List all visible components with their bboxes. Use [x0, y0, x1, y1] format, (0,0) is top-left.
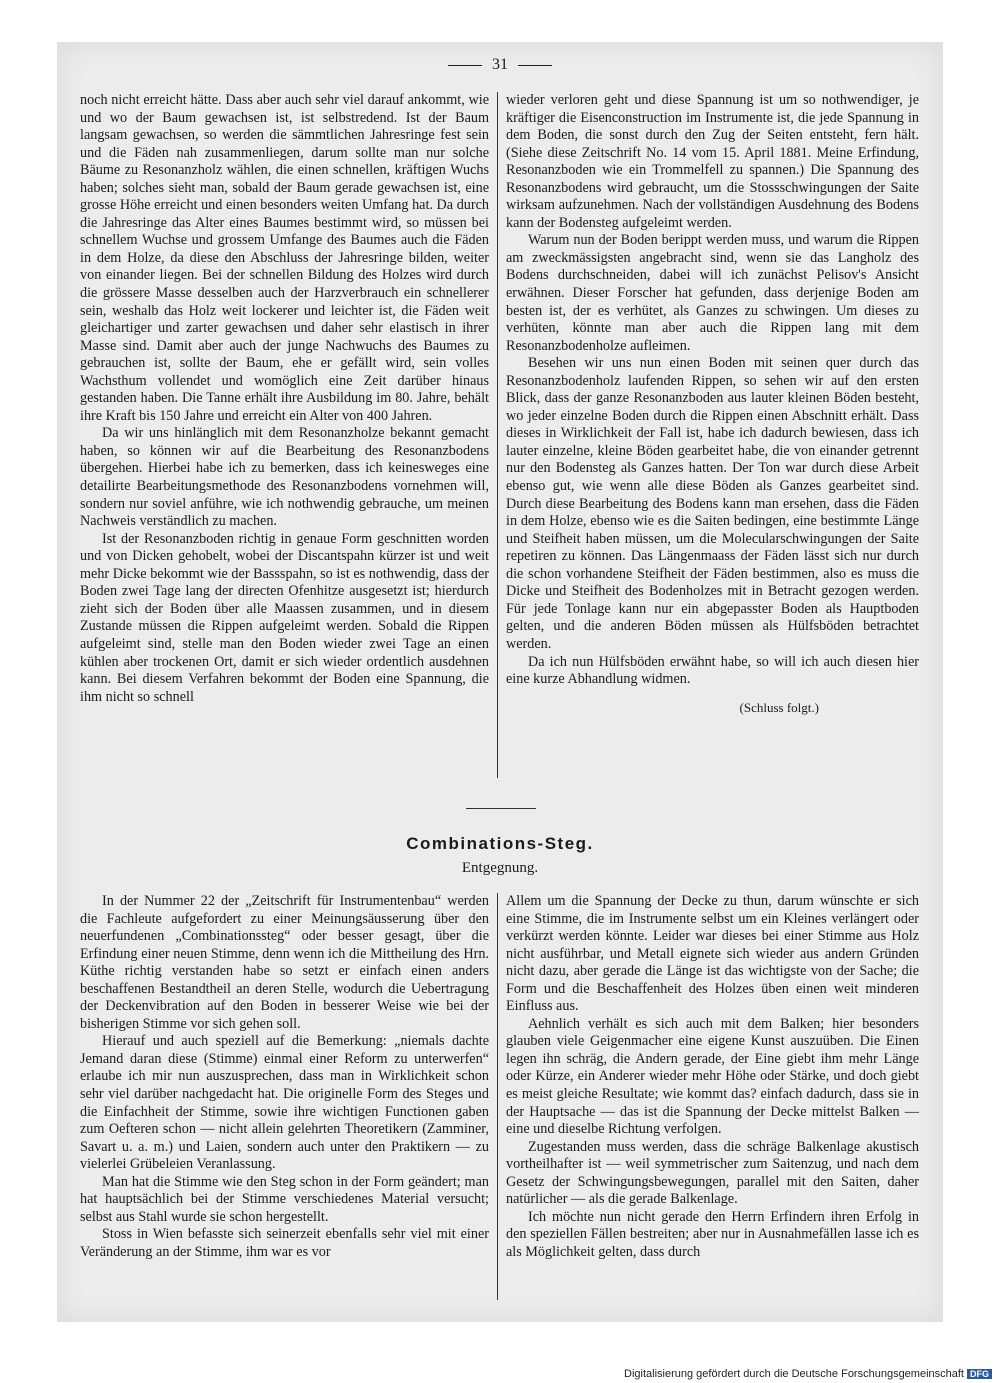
paragraph: Besehen wir uns nun einen Boden mit seinen quer durch das Resonanzbodenholz laufenden Rippen, so sehen wir auf den ersten Blick, dass der ganze Resonanzboden aus lauter kleinen Böden besteht, wo jeder einzelne Boden durch die Rippen einen Abschnitt erhält. Dass dieses in Wirklichkeit der Fall ist, habe ich dadurch bewiesen, dass ich lauter einzelne, kleine Böden gearbeitet habe, die von einander getrennt nur den Bodensteg als Ganzes hatten. Der Ton war durch diese Arbeit ebenso gut, wie wenn alle diese Böden als Ganzes gearbeitet sind. Durch diese Bearbeitung des Bodens kann man ersehen, dass die Fäden in dem Holze, ebenso wie es die Saiten bedingen, eine bestimmte Länge und Steifheit haben müssen, um die Molecularschwingungen der Saite repetiren zu können. Das Längenmaass der Fäden lässt sich nur durch die schon vorhandene Steifheit der Fäden bestimmen, also es muss die Dicke und Steifheit des Bodenholzes mit in Betracht gezogen werden. Für jede Tonlage kann nur ein abgepasster Boden als Hauptboden gelten, und die anderen Böden müssen als Hülfsböden betrachtet werden.: [506, 355, 919, 652]
paragraph: Aehnlich verhält es sich auch mit dem Balken; hier besonders glauben viele Geigenmacher eine eigene Kunst auszuüben. Die Einen legen ihn schräg, die Andern gerade, der Eine giebt ihm mehr Länge oder Kürze, ein Anderer wieder mehr Höhe oder Stärke, und doch giebt es meist gleiche Resultate; wie kommt das? einfach dadurch, dass sie in der Hauptsache — das ist die Spannung der Decke mittelst Balken — eine und dieselbe Richtung verfolgen.: [506, 1015, 919, 1138]
paragraph: Stoss in Wien befasste sich seinerzeit ebenfalls sehr viel mit einer Veränderung an der Stimme, ihm war es vor: [80, 1226, 489, 1260]
dfg-logo: DFG: [967, 1369, 992, 1379]
footer-text: Digitalisierung gefördert durch die Deutsche Forschungsgemeinschaft: [624, 1368, 964, 1380]
paragraph: Ist der Resonanzboden richtig in genaue Form geschnitten worden und von Dicken gehobelt, wobei der Discantspahn kürzer ist und weit mehr Dicke bekommt wie der Bassspahn, so ist es nothwendig, dass der Boden zwei Tage lang der directen Ofenhitze ausgesetzt ist; hierdurch zieht sich der Boden über alle Maassen zusammen, und in diesem Zustande müssen die Rippen aufgeleimt werden. Sobald die Rippen aufgeleimt sind, stelle man den Boden wieder zwei Tage an einen kühlen aber trockenen Ort, damit er sich wieder ordentlich ausdehnen kann. Bei diesem Verfahren bekommt der Boden eine Spannung, die ihm nicht so schnell: [80, 530, 489, 705]
paragraph: In der Nummer 22 der „Zeitschrift für Instrumentenbau“ werden die Fachleute aufgefordert zu einer Meinungsäusserung über den neuerfundenen „Combinationssteg“ oder besser gesagt, über die Erfindung einer neuen Stimme, denn wenn ich die Mittheilung des Hrn. Küthe richtig verstanden habe so setzt er einfach einen anders beschaffenen Bestandtheil an deren Stelle, wodurch die Uebertragung der Deckenvibration auf den Boden in besserer Weise wie bei der bisherigen Stimme vor sich gehen soll.: [80, 893, 489, 1032]
upper-right-column: [506, 92, 919, 716]
lower-right-column: [506, 893, 919, 1261]
paragraph: noch nicht erreicht hätte. Dass aber auch sehr viel darauf ankommt, wie und wo der Baum gewachsen ist, ist selbstredend. Ist der Baum langsam gewachsen, so werden die sämmtlichen Jahresringe fest sein und die Fäden nah zusammenliegen, darum sollte man nur solche Bäume zu Resonanzholz wählen, die einen schnellen, kräftigen Wuchs haben; solches sieht man, sobald der Baum gerade gewachsen ist, eine grosse Höhe erreicht und einen besonders weiten Umfang hat. Da durch die Jahresringe das Alter eines Baumes bestimmt wird, so müssen bei schnellem Wuchse und grossem Umfange des Baumes auch die Fäden in dem Holze, da diese den Abschluss der Jahresringe bilden, weiter von einander liegen. Bei der schnellen Bildung des Holzes wird durch die grössere Masse desselben auch der Harzverbrauch ein schnellerer sein, weshalb das Holz weit lockerer und leichter ist, die Fäden weit gleichartiger und zarter gewachsen und daher sehr elastisch in ihrer Masse sind. Damit aber auch der junge Nachwuchs des Baumes zu gebrauchen ist, sollte der Baum, ehe er gefällt wird, sein volles Wachsthum vollendet und womöglich eine Zeit darüber hinaus gestanden haben. Die Tanne erhält ihre Ausbildung im 80. Jahre, behält ihre Kraft bis 150 Jahre und erreicht ein Alter von 400 Jahren.: [80, 92, 489, 424]
paragraph: wieder verloren geht und diese Spannung ist um so nothwendiger, je kräftiger die Eisenconstruction im Instrumente ist, die jede Spannung in dem Boden, die sonst durch den Zug der Seiten entsteht, fern hält. (Siehe diese Zeitschrift No. 14 vom 15. April 1881. Meine Erfindung, Resonanzboden wie ein Trommelfell zu spannen.) Die Spannung des Resonanzbodens wird gebraucht, um die Stossschwingungen der Saite wirksam aufzunehmen. Nach der vollständigen Ausdehnung des Bodens kann der Bodensteg aufgeleimt werden.: [506, 92, 919, 231]
column-divider-lower: [497, 893, 498, 1300]
rule-right: [518, 65, 552, 66]
paragraph: Da wir uns hinlänglich mit dem Resonanzholze bekannt gemacht haben, so können wir auf die Bearbeitung des Resonanzbodens übergehen. Hierbei habe ich zu bemerken, dass ich keinesweges eine detailirte Bearbeitungsmethode des Resonanzbodens vornehmen will, sondern nur soviel anführe, wie ich nothwendig gebrauche, um meinen Nachweis verständlich zu machen.: [80, 425, 489, 530]
lower-left-column: [80, 893, 489, 1261]
column-divider-upper: [497, 92, 498, 778]
rule-left: [448, 65, 482, 66]
upper-left-column: [80, 92, 489, 706]
paragraph: Hierauf und auch speziell auf die Bemerkung: „niemals dachte Jemand daran diese (Stimme) einmal einer Reform zu unterwerfen“ erlaube ich mir nun auszusprechen, dass man in Wirklichkeit schon sehr viel darüber nachgedacht hat. Die originelle Form des Steges und die Einfachheit der Stimme, sowie ihre wichtigen Functionen gaben zum Oefteren schon — nicht allein gelehrten Theoretikern (Zamminer, Savart u. a. m.) und Laien, sondern auch unter den Praktikern — zu vielerlei Grübeleien Veranlassung.: [80, 1033, 489, 1173]
paragraph: Man hat die Stimme wie den Steg schon in der Form geändert; man hat hauptsächlich bei der Stimme verschiedenes Material versucht; selbst aus Stahl wurde sie schon hergestellt.: [80, 1173, 489, 1225]
continued-note: (Schluss folgt.): [739, 699, 819, 715]
paragraph: Ich möchte nun nicht gerade den Herrn Erfindern ihren Erfolg in den speziellen Fällen bestreiten; aber nur in Ausnahmefällen lasse ich es als Möglichkeit gelten, dass durch: [506, 1208, 919, 1260]
page-number-line: [0, 56, 1000, 74]
paragraph: Allem um die Spannung der Decke zu thun, darum wünschte er sich eine Stimme, die im Instrumente selbst um ein Kleines verlängert oder verkürzt werden könnte. Leider war dieses bei einer Stimme aus Holz nicht ausführbar, und Metall eignete sich wieder aus andern Gründen nicht dazu, aber gerade die Länge ist das wichtigste von der Sache; die Form und die Beschaffenheit des Holzes üben einen weit minderen Einfluss aus.: [506, 893, 919, 1015]
paragraph: Da ich nun Hülfsböden erwähnt habe, so will ich auch diesen hier eine kurze Abhandlung widmen.: [506, 653, 919, 688]
funding-footer: [624, 1368, 992, 1380]
paragraph: Zugestanden muss werden, dass die schräge Balkenlage akustisch vortheilhafter ist — weil symmetrischer zum Saitenzug, und nach dem Gesetz der Schwingungsbewegungen, parallel mit den Saiten, daher natürlicher — als die gerade Balkenlage.: [506, 1138, 919, 1208]
page-number: 31: [492, 56, 508, 73]
section-separator: [466, 808, 536, 809]
paragraph: Warum nun der Boden berippt werden muss, und warum die Rippen am zweckmässigsten angebracht sind, wenn sie das Langholz des Bodens durchschneiden, dabei will ich zunächst Pelisov's Ansicht erwähnen. Dieser Forscher hat gefunden, dass derjenige Boden am besten ist, der es verhütet, als Ganzes zu schwingen. Um dieses zu verhüten, könnte man aber auch die Rippen lang mit dem Resonanzbodenholze aufleimen.: [506, 232, 919, 354]
article-subtitle: Entgegnung.: [461, 860, 539, 876]
article-title: Combinations-Steg.: [406, 834, 594, 853]
